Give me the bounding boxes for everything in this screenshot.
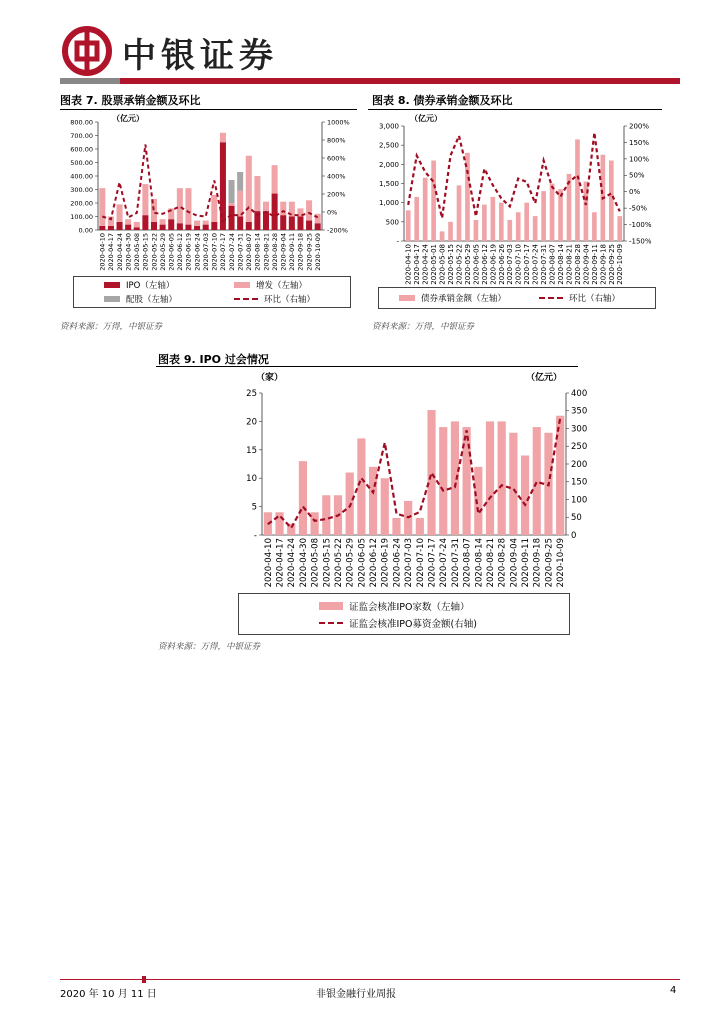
x-tick-label: 2020-04-24 xyxy=(421,244,430,285)
x-tick-label: 2020-07-24 xyxy=(531,244,540,285)
right-tick-label: 0% xyxy=(629,188,641,197)
x-tick-label: 2020-08-28 xyxy=(270,233,279,271)
x-tick-label: 2020-09-04 xyxy=(509,538,520,588)
legend-item: 债券承销金额（左轴） xyxy=(399,292,506,304)
left-tick-label: 300.00 xyxy=(70,185,93,194)
left-tick-label: 800.00 xyxy=(70,118,93,127)
x-tick-label: 2020-04-10 xyxy=(404,244,413,285)
bar xyxy=(263,211,269,230)
figure-8-chart xyxy=(368,112,668,285)
bar xyxy=(406,210,411,241)
figure-8-title: 图表 8. 债券承销金额及环比 xyxy=(372,94,513,107)
x-tick-label: 2020-04-10 xyxy=(263,538,274,588)
left-tick-label: 600.00 xyxy=(70,145,93,154)
bar xyxy=(99,188,105,226)
bar xyxy=(575,139,580,241)
bar xyxy=(142,184,148,215)
bar xyxy=(440,231,445,241)
x-tick-label: 2020-09-11 xyxy=(521,538,532,588)
bar xyxy=(108,226,114,230)
bar xyxy=(203,225,209,230)
bar xyxy=(246,156,252,222)
bar xyxy=(491,197,496,241)
bar xyxy=(263,202,269,211)
x-tick-label: 2020-06-19 xyxy=(380,538,391,588)
left-tick-label: 3,000 xyxy=(378,122,399,131)
x-tick-label: 2020-07-24 xyxy=(227,233,236,271)
bar xyxy=(168,219,174,230)
x-tick-label: 2020-07-03 xyxy=(404,538,415,588)
bar xyxy=(521,455,529,535)
x-tick-label: 2020-06-05 xyxy=(167,233,176,271)
bar xyxy=(558,189,563,241)
bank-of-china-logo-icon xyxy=(62,26,112,76)
bar xyxy=(297,217,303,231)
right-tick-label: -150% xyxy=(629,237,652,246)
x-tick-label: 2020-04-17 xyxy=(413,244,422,285)
x-tick-label: 2020-05-29 xyxy=(158,233,167,271)
bar xyxy=(524,203,529,241)
right-tick-label: -100% xyxy=(629,221,652,230)
bar xyxy=(125,225,131,230)
left-tick-label: - xyxy=(253,530,257,541)
left-tick-label: 700.00 xyxy=(70,131,93,140)
bar xyxy=(556,416,564,535)
x-tick-label: 2020-06-05 xyxy=(357,538,368,588)
bar xyxy=(414,197,419,241)
x-tick-label: 2020-08-21 xyxy=(485,538,496,588)
right-tick-label: 0% xyxy=(327,208,338,217)
left-tick-label: 20 xyxy=(246,417,257,428)
x-tick-label: 2020-08-14 xyxy=(474,538,485,588)
x-tick-label: 2020-06-12 xyxy=(176,233,185,271)
x-tick-label: 2020-07-17 xyxy=(219,233,228,271)
right-tick-label: 300 xyxy=(571,424,588,435)
bar xyxy=(185,225,191,230)
right-tick-label: -200% xyxy=(327,226,348,235)
bar xyxy=(203,221,209,225)
bar xyxy=(142,215,148,230)
x-tick-label: 2020-10-09 xyxy=(616,244,625,285)
bar xyxy=(211,222,217,230)
x-tick-label: 2020-04-17 xyxy=(107,233,116,271)
bar xyxy=(160,219,166,224)
x-tick-label: 2020-08-07 xyxy=(245,233,254,271)
bar xyxy=(416,518,424,535)
bar xyxy=(237,172,243,191)
bar xyxy=(125,219,131,224)
bar xyxy=(134,227,140,230)
bar xyxy=(280,215,286,230)
bar xyxy=(423,178,428,241)
right-tick-label: 200% xyxy=(327,190,346,199)
left-tick-label: 10 xyxy=(246,474,257,485)
right-tick-label: 150% xyxy=(629,138,650,147)
x-tick-label: 2020-04-17 xyxy=(275,538,286,588)
right-tick-label: 400% xyxy=(327,172,346,181)
bar xyxy=(229,206,235,230)
figure-7-rule xyxy=(60,109,357,110)
x-tick-label: 2020-07-31 xyxy=(236,233,245,271)
left-tick-label: 100.00 xyxy=(70,212,93,221)
footer-date: 2020 年 10 月 11 日 xyxy=(60,989,157,1000)
x-tick-label: 2020-09-11 xyxy=(288,233,297,271)
x-tick-label: 2020-09-04 xyxy=(279,233,288,271)
right-tick-label: 100% xyxy=(629,155,650,164)
x-tick-label: 2020-07-10 xyxy=(514,244,523,285)
x-tick-label: 2020-06-19 xyxy=(184,233,193,271)
x-tick-label: 2020-07-10 xyxy=(415,538,426,588)
unit-label: （亿元） xyxy=(526,373,563,383)
bar xyxy=(177,188,183,223)
x-tick-label: 2020-05-08 xyxy=(310,538,321,588)
x-tick-label: 2020-05-15 xyxy=(446,244,455,285)
bar xyxy=(617,216,622,241)
bar xyxy=(229,203,235,206)
figure-9-title: 图表 9. IPO 过会情况 xyxy=(158,353,269,366)
unit-label: （亿元） xyxy=(410,114,442,123)
bar xyxy=(254,176,260,211)
bar xyxy=(427,410,435,535)
figure-8-rule xyxy=(368,109,662,110)
bar xyxy=(306,221,312,230)
right-tick-label: 50 xyxy=(571,513,582,524)
right-tick-label: 100 xyxy=(571,495,588,506)
x-tick-label: 2020-06-19 xyxy=(489,244,498,285)
x-tick-label: 2020-08-14 xyxy=(253,233,262,271)
x-tick-label: 2020-07-31 xyxy=(540,244,549,285)
figure-9-legend xyxy=(238,593,570,635)
bar xyxy=(151,222,157,230)
left-tick-label: 1,000 xyxy=(378,199,399,208)
bar xyxy=(463,427,471,535)
x-tick-label: 2020-05-29 xyxy=(345,538,356,588)
bar xyxy=(474,220,479,241)
right-tick-label: -50% xyxy=(629,204,648,213)
x-tick-label: 2020-08-14 xyxy=(556,244,565,285)
header-gray-bar xyxy=(60,78,120,84)
bar xyxy=(99,226,105,230)
figure-9-chart xyxy=(200,368,620,594)
bar xyxy=(194,221,200,226)
figure-9-rule xyxy=(156,366,578,367)
x-tick-label: 2020-04-30 xyxy=(124,233,133,271)
x-tick-label: 2020-07-24 xyxy=(439,538,450,588)
bar xyxy=(280,202,286,216)
bar xyxy=(177,223,183,230)
figure-8-legend xyxy=(378,287,656,309)
bar xyxy=(498,421,506,535)
x-tick-label: 2020-04-24 xyxy=(115,233,124,271)
bar xyxy=(541,191,546,241)
legend-item: 证监会核准IPO募资金额(右轴) xyxy=(319,616,477,630)
left-tick-label: 25 xyxy=(246,388,257,399)
bar xyxy=(550,184,555,242)
x-tick-label: 2020-05-22 xyxy=(333,538,344,588)
bar xyxy=(315,223,321,230)
brand-name: 中银证券 xyxy=(122,36,278,76)
bar xyxy=(289,217,295,231)
x-tick-label: 2020-05-22 xyxy=(455,244,464,285)
bar xyxy=(392,518,400,535)
right-tick-label: 50% xyxy=(629,171,645,180)
x-tick-label: 2020-07-31 xyxy=(450,538,461,588)
bar xyxy=(509,433,517,535)
x-tick-label: 2020-05-22 xyxy=(150,233,159,271)
left-tick-label: 200.00 xyxy=(70,199,93,208)
x-tick-label: 2020-09-25 xyxy=(305,233,314,271)
bar xyxy=(439,427,447,535)
x-tick-label: 2020-04-24 xyxy=(287,538,298,588)
bar xyxy=(134,222,140,227)
bar xyxy=(499,203,504,241)
bar xyxy=(322,495,330,535)
bar xyxy=(486,421,494,535)
bar xyxy=(272,165,278,193)
legend-item: IPO（左轴） xyxy=(104,279,174,291)
unit-label: （家） xyxy=(256,373,284,383)
x-tick-label: 2020-07-17 xyxy=(427,538,438,588)
footer-mark xyxy=(142,976,146,983)
left-tick-label: 5 xyxy=(251,502,257,513)
right-tick-label: 150 xyxy=(571,477,588,488)
legend-item: 环比（右轴） xyxy=(539,292,620,304)
bar xyxy=(194,226,200,230)
x-tick-label: 2020-08-21 xyxy=(262,233,271,271)
bar xyxy=(117,204,123,222)
x-tick-label: 2020-07-03 xyxy=(201,233,210,271)
bar xyxy=(357,438,365,535)
left-tick-label: 400.00 xyxy=(70,172,93,181)
x-tick-label: 2020-08-07 xyxy=(548,244,557,285)
bar xyxy=(457,185,462,241)
bar xyxy=(237,217,243,231)
x-tick-label: 2020-08-28 xyxy=(497,538,508,588)
x-tick-label: 2020-06-12 xyxy=(480,244,489,285)
bar xyxy=(507,220,512,241)
figure-7-title: 图表 7. 股票承销金额及环比 xyxy=(60,94,201,107)
bar xyxy=(275,512,283,535)
left-tick-label: 500 xyxy=(385,218,399,227)
legend-item: 增发（左轴） xyxy=(234,279,307,291)
bar xyxy=(117,222,123,230)
bar xyxy=(246,222,252,230)
bar xyxy=(431,161,436,242)
x-tick-label: 2020-08-21 xyxy=(565,244,574,285)
x-tick-label: 2020-04-10 xyxy=(98,233,107,271)
right-tick-label: 600% xyxy=(327,154,346,163)
bar xyxy=(516,212,521,241)
x-tick-label: 2020-08-28 xyxy=(573,244,582,285)
bar xyxy=(381,478,389,535)
x-tick-label: 2020-09-11 xyxy=(590,243,599,285)
x-tick-label: 2020-06-24 xyxy=(193,233,202,271)
legend-item: 证监会核准IPO家数（左轴） xyxy=(319,599,470,613)
x-tick-label: 2020-07-10 xyxy=(210,233,219,271)
bar xyxy=(229,180,235,203)
bar xyxy=(533,216,538,241)
left-tick-label: 2,500 xyxy=(378,141,399,150)
x-tick-label: 2020-10-09 xyxy=(313,233,322,271)
bar xyxy=(272,194,278,230)
right-tick-label: 200% xyxy=(629,122,650,131)
legend-item: 配股（左轴） xyxy=(104,293,177,305)
x-tick-label: 2020-09-18 xyxy=(532,538,543,588)
x-tick-label: 2020-06-24 xyxy=(392,538,403,588)
right-tick-label: 1000% xyxy=(327,118,350,127)
bar xyxy=(482,205,487,241)
bar xyxy=(299,461,307,535)
figure-7-source: 资料来源：万得，中银证券 xyxy=(60,322,163,332)
figure-9-source: 资料来源：万得，中银证券 xyxy=(158,642,261,652)
footer-report-name: 非银金融行业周报 xyxy=(316,989,396,1000)
footer-page-number: 4 xyxy=(670,985,677,996)
x-tick-label: 2020-04-30 xyxy=(298,538,309,588)
x-tick-label: 2020-10-09 xyxy=(556,538,567,588)
left-tick-label: 1,500 xyxy=(378,179,399,188)
left-tick-label: 0.00 xyxy=(78,226,93,235)
bar xyxy=(448,222,453,241)
header-red-bar xyxy=(120,78,680,84)
right-tick-label: 250 xyxy=(571,442,588,453)
left-tick-label: - xyxy=(396,237,399,246)
footer-rule xyxy=(60,979,680,980)
x-tick-label: 2020-07-17 xyxy=(523,244,532,285)
x-tick-label: 2020-06-12 xyxy=(369,538,380,588)
right-tick-label: 350 xyxy=(571,406,588,417)
bar xyxy=(220,133,226,142)
right-tick-label: 0 xyxy=(571,530,577,541)
bar xyxy=(533,427,541,535)
x-tick-label: 2020-05-01 xyxy=(430,244,439,285)
x-tick-label: 2020-05-08 xyxy=(438,244,447,285)
bar xyxy=(160,225,166,230)
figure-7-chart xyxy=(60,112,360,272)
legend-item: 环比（右轴） xyxy=(234,293,315,305)
figure-7-legend xyxy=(73,276,351,308)
x-tick-label: 2020-05-08 xyxy=(133,233,142,271)
x-tick-label: 2020-05-15 xyxy=(141,233,150,271)
left-tick-label: 2,000 xyxy=(378,160,399,169)
bar xyxy=(592,212,597,241)
figure-8-source: 资料来源：万得，中银证券 xyxy=(372,322,475,332)
x-tick-label: 2020-09-18 xyxy=(599,243,608,285)
unit-label: （亿元） xyxy=(112,114,144,123)
x-tick-label: 2020-09-04 xyxy=(582,244,591,285)
right-tick-label: 400 xyxy=(571,388,588,399)
left-tick-label: 15 xyxy=(246,445,257,456)
x-tick-label: 2020-09-25 xyxy=(544,538,555,588)
bar xyxy=(306,200,312,220)
left-tick-label: 500.00 xyxy=(70,158,93,167)
right-tick-label: 800% xyxy=(327,136,346,145)
x-tick-label: 2020-06-26 xyxy=(497,244,506,285)
right-tick-label: 200 xyxy=(571,459,588,470)
x-tick-label: 2020-08-07 xyxy=(462,538,473,588)
x-tick-label: 2020-05-29 xyxy=(463,244,472,285)
x-tick-label: 2020-06-05 xyxy=(472,244,481,285)
x-tick-label: 2020-09-25 xyxy=(607,244,616,285)
bar xyxy=(211,195,217,222)
x-tick-label: 2020-07-03 xyxy=(506,244,515,285)
bar xyxy=(609,161,614,242)
bar xyxy=(185,188,191,224)
x-tick-label: 2020-09-18 xyxy=(296,233,305,271)
x-tick-label: 2020-05-15 xyxy=(322,538,333,588)
